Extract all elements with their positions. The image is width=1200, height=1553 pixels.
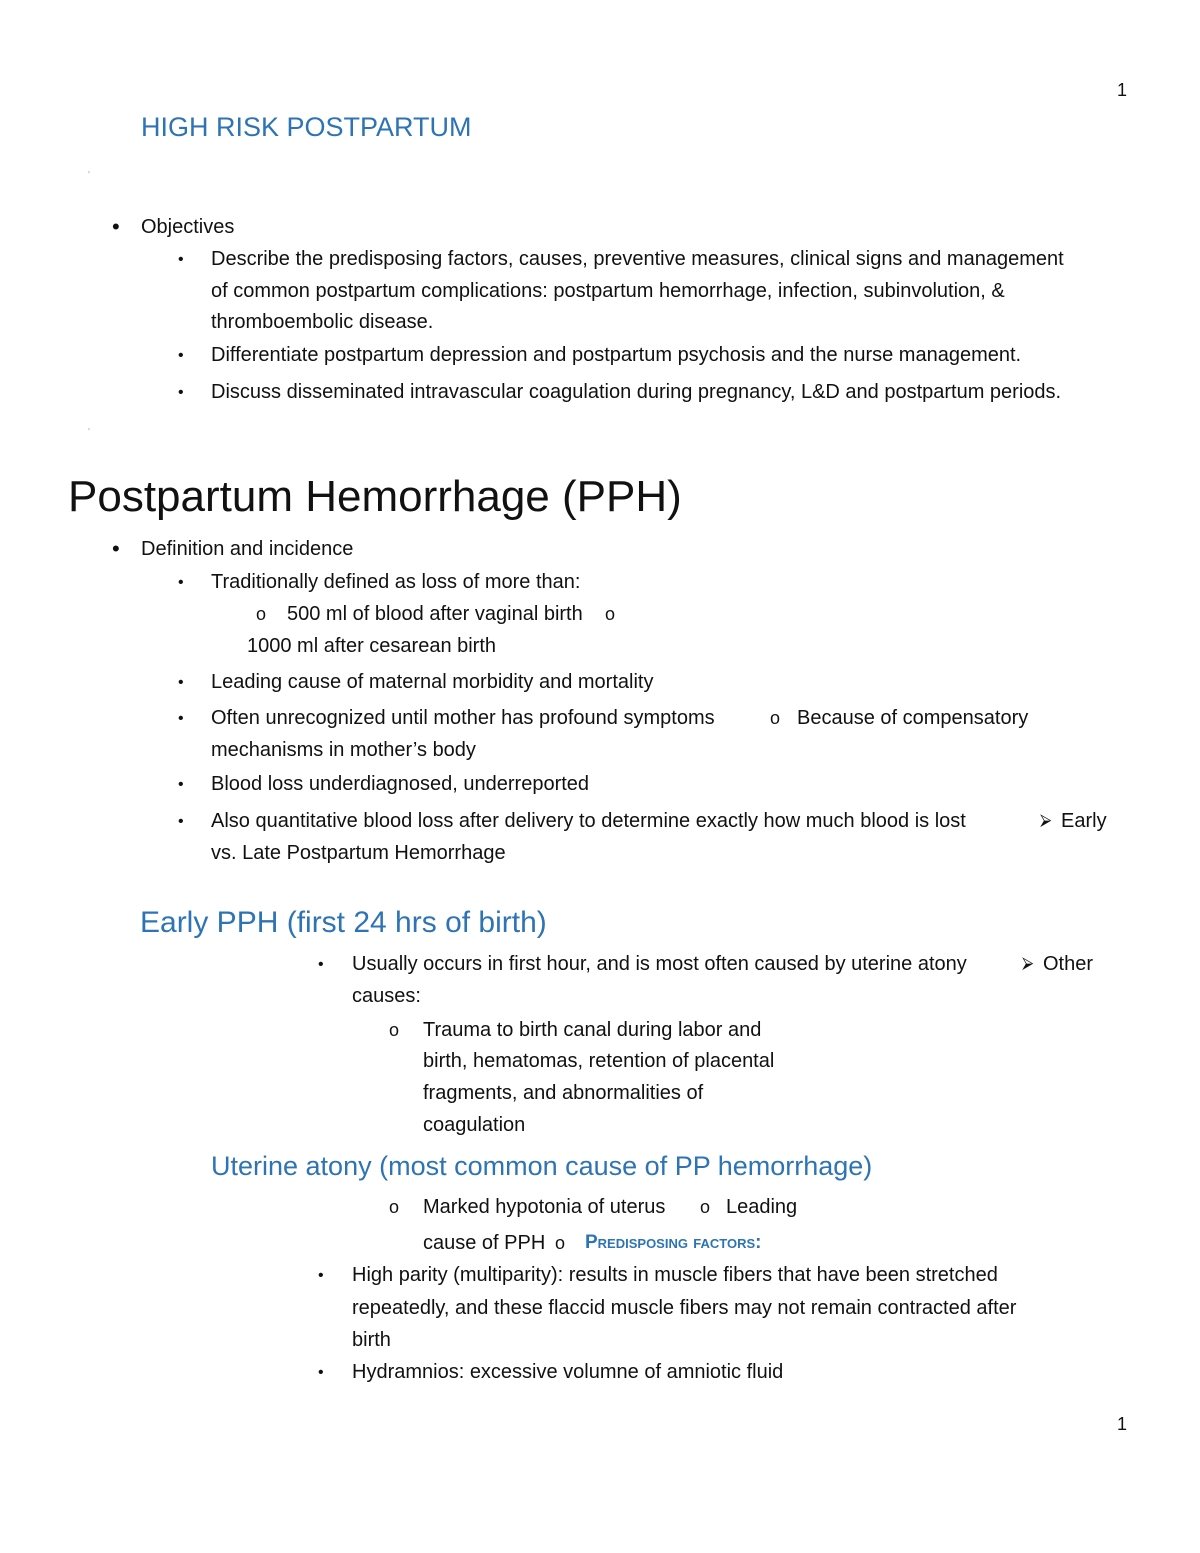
vaginal-text: 500 ml of blood after vaginal birth bbox=[287, 603, 583, 625]
bullet: • bbox=[178, 813, 184, 830]
early-pph-heading: Early PPH (first 24 hrs of birth) bbox=[140, 906, 547, 939]
page-number-bottom: 1 bbox=[1117, 1414, 1128, 1434]
circle-bullet: o bbox=[389, 1197, 400, 1217]
mechanisms-text: mechanisms in mother’s body bbox=[211, 739, 476, 761]
bullet: • bbox=[112, 536, 120, 561]
bullet: • bbox=[178, 347, 184, 364]
trauma-line-2: birth, hematomas, retention of placental bbox=[423, 1050, 775, 1072]
bullet: • bbox=[318, 1364, 324, 1381]
page-number-top: 1 bbox=[1117, 80, 1128, 100]
bullet: • bbox=[178, 384, 184, 401]
bullet: • bbox=[178, 776, 184, 793]
objective-1-line-1: Describe the predisposing factors, causes, preventive measures, clinical signs and management bbox=[211, 248, 1064, 270]
circle-bullet: o bbox=[770, 708, 781, 728]
traditionally-text: Traditionally defined as loss of more than: bbox=[211, 571, 581, 593]
bullet: • bbox=[178, 251, 184, 268]
objective-1-line-2: of common postpartum complications: postpartum hemorrhage, infection, subinvolution, & bbox=[211, 280, 1005, 302]
circle-bullet: o bbox=[555, 1233, 566, 1253]
trauma-line-4: coagulation bbox=[423, 1114, 526, 1136]
early-line-1: Usually occurs in first hour, and is most often caused by uterine atony bbox=[352, 953, 967, 975]
pph-heading: Postpartum Hemorrhage (PPH) bbox=[68, 472, 682, 521]
stray-mark: ' bbox=[88, 427, 90, 438]
parity-line-2: repeatedly, and these flaccid muscle fibers may not remain contracted after bbox=[352, 1297, 1017, 1319]
circle-bullet: o bbox=[700, 1197, 711, 1217]
bullet: • bbox=[112, 214, 120, 239]
hydramnios-text: Hydramnios: excessive volumne of amniotic fluid bbox=[352, 1361, 784, 1383]
parity-line-1: High parity (multiparity): results in muscle fibers that have been stretched bbox=[352, 1264, 998, 1286]
circle-bullet: o bbox=[389, 1020, 400, 1040]
early-vs-late-text: vs. Late Postpartum Hemorrhage bbox=[211, 842, 506, 864]
leading-text: Leading bbox=[726, 1196, 798, 1218]
unrecognized-text: Often unrecognized until mother has profound symptoms bbox=[211, 707, 715, 729]
early-other-text: Other bbox=[1043, 953, 1094, 975]
objective-1-line-3: thromboembolic disease. bbox=[211, 311, 434, 333]
arrow-icon: ⮚ bbox=[1040, 812, 1052, 829]
compensatory-text: Because of compensatory bbox=[797, 707, 1029, 729]
circle-bullet: o bbox=[605, 604, 616, 624]
leading-cause-text: Leading cause of maternal morbidity and mortality bbox=[211, 671, 654, 693]
underdiagnosed-text: Blood loss underdiagnosed, underreported bbox=[211, 773, 590, 795]
stray-mark: ' bbox=[88, 170, 90, 181]
bullet: • bbox=[178, 710, 184, 727]
cesarean-text: 1000 ml after cesarean birth bbox=[247, 635, 497, 657]
early-word: Early bbox=[1061, 810, 1107, 832]
uterine-atony-heading: Uterine atony (most common cause of PP hemorrhage) bbox=[211, 1151, 873, 1181]
definition-label: Definition and incidence bbox=[141, 538, 354, 560]
bullet: • bbox=[318, 956, 324, 973]
trauma-line-3: fragments, and abnormalities of bbox=[423, 1082, 704, 1104]
circle-bullet: o bbox=[256, 604, 267, 624]
early-line-2: causes: bbox=[352, 985, 421, 1007]
cause-of-pph-text: cause of PPH bbox=[423, 1232, 546, 1254]
objectives-label: Objectives bbox=[141, 216, 235, 238]
bullet: • bbox=[318, 1267, 324, 1284]
predisposing-factors-label: Predisposing factors: bbox=[585, 1232, 762, 1253]
quantitative-text: Also quantitative blood loss after delivery to determine exactly how much blood is lost bbox=[211, 810, 966, 832]
document-title: HIGH RISK POSTPARTUM bbox=[141, 112, 472, 142]
hypotonia-text: Marked hypotonia of uterus bbox=[423, 1196, 666, 1218]
arrow-icon: ⮚ bbox=[1022, 955, 1034, 972]
parity-line-3: birth bbox=[352, 1329, 391, 1351]
objective-3: Discuss disseminated intravascular coagulation during pregnancy, L&D and postpartum periods. bbox=[211, 381, 1062, 403]
bullet: • bbox=[178, 674, 184, 691]
trauma-line-1: Trauma to birth canal during labor and bbox=[423, 1019, 762, 1041]
bullet: • bbox=[178, 574, 184, 591]
objective-2: Differentiate postpartum depression and postpartum psychosis and the nurse management. bbox=[211, 344, 1022, 366]
